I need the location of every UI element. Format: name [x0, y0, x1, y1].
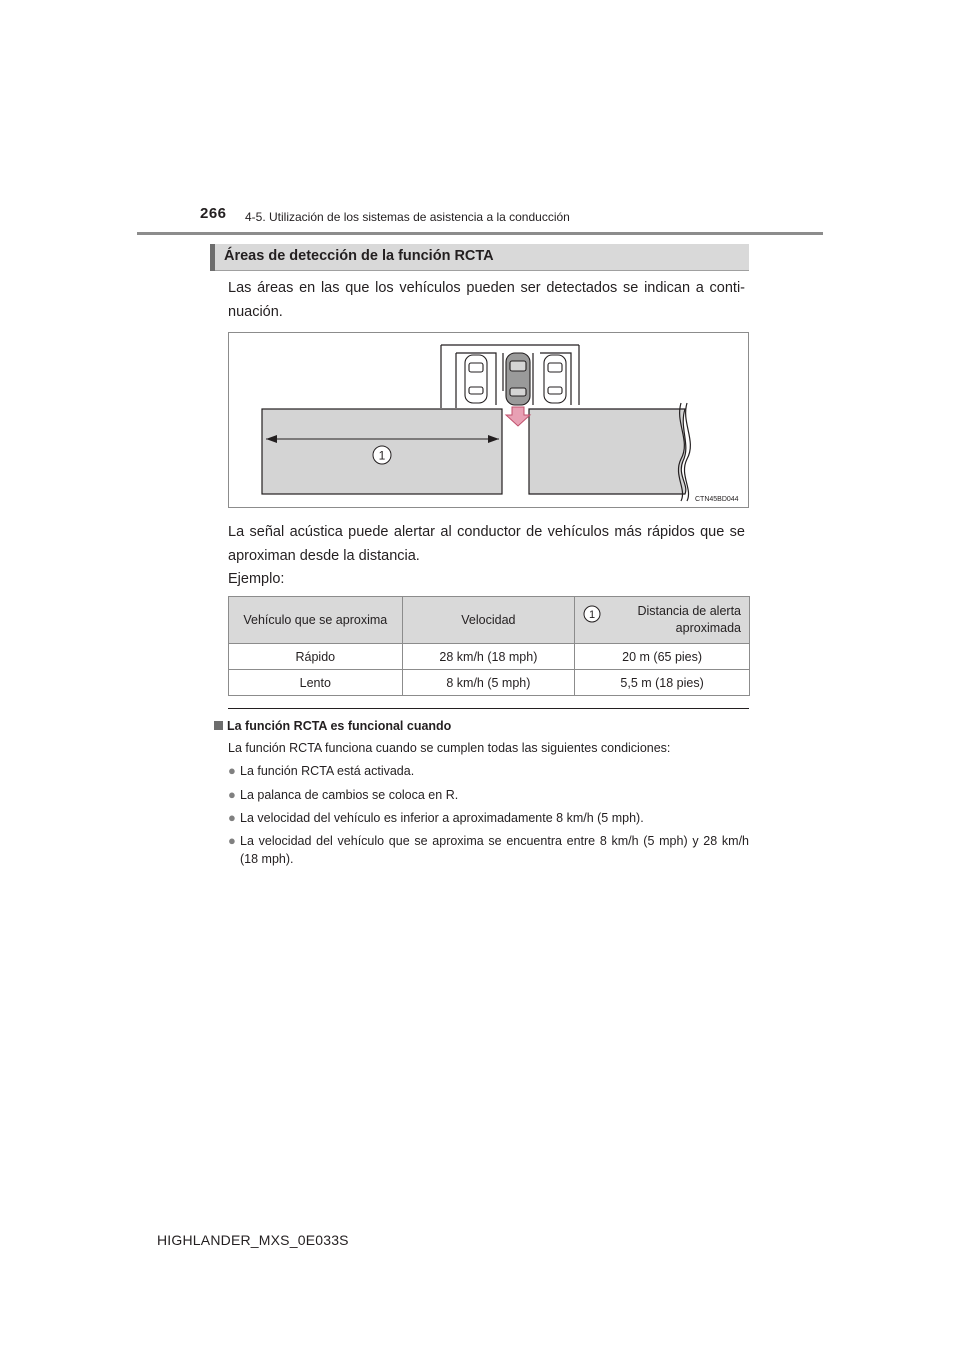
list-item-text: La palanca de cambios se coloca en R.: [240, 788, 459, 802]
list-item: [228, 786, 749, 804]
section-title: Áreas de detección de la función RCTA: [224, 248, 494, 264]
acoustic-warning-paragraph: La señal acústica puede alertar al conductor de vehículos más rápidos que se aproximan desde la distancia.: [228, 524, 745, 564]
table-cell: 5,5 m (18 pies): [575, 670, 750, 696]
list-item-text: La velocidad del vehículo es inferior a aproximadamente 8 km/h (5 mph).: [240, 811, 644, 825]
table-cell: Lento: [229, 670, 403, 696]
table-cell: Rápido: [229, 644, 403, 670]
section-heading-bar: [210, 244, 749, 271]
table-cell: 8 km/h (5 mph): [402, 670, 575, 696]
circle-bullet-icon: ●: [228, 787, 236, 802]
table-header-distance-text: Distancia de alerta aproximada: [637, 604, 741, 635]
list-item: [228, 809, 749, 827]
example-label: Ejemplo:: [228, 571, 285, 587]
parked-car-left: [465, 355, 487, 403]
section-heading-stripe: [210, 244, 215, 271]
table-cell: 20 m (65 pies): [575, 644, 750, 670]
list-item: [228, 762, 749, 780]
detection-area-diagram: [229, 333, 748, 507]
page-number: 266: [200, 205, 227, 222]
circle-bullet-icon: ●: [228, 763, 236, 778]
callout-1-marker-icon: [583, 605, 601, 623]
conditions-heading: [214, 719, 451, 733]
right-detection-area: [529, 409, 686, 494]
detection-area-figure: [228, 332, 749, 508]
callout-1-marker-label: 1: [589, 609, 596, 621]
intro-paragraph: Las áreas en las que los vehículos pueden ser detectados se indican a conti-nuación.: [228, 280, 745, 320]
document-code-footer: HIGHLANDER_MXS_0E033S: [157, 1232, 349, 1248]
table-cell: 28 km/h (18 mph): [402, 644, 575, 670]
section-separator: [228, 708, 749, 709]
rcta-distance-table: [228, 596, 750, 696]
conditions-intro: La función RCTA funciona cuando se cumplen todas las siguientes condiciones:: [228, 741, 671, 755]
circle-bullet-icon: ●: [228, 810, 236, 825]
table-row: [229, 644, 750, 670]
callout-1-label: 1: [378, 448, 386, 463]
list-item-text: La función RCTA está activada.: [240, 764, 415, 778]
square-bullet-icon: [214, 721, 223, 730]
circle-bullet-icon: ●: [228, 833, 236, 848]
header-rule: [137, 232, 823, 235]
list-item: [228, 832, 749, 868]
conditions-heading-text: La función RCTA es funcional cuando: [227, 719, 452, 733]
subject-vehicle: [506, 353, 530, 405]
table-header-row: [229, 597, 750, 644]
table-header-speed: Velocidad: [402, 597, 575, 644]
table-header-distance: [575, 597, 750, 644]
figure-code: CTN45BD044: [695, 496, 739, 503]
chapter-title: 4-5. Utilización de los sistemas de asistencia a la conducción: [245, 210, 570, 224]
reverse-direction-arrow: [506, 407, 530, 426]
list-item-text: La velocidad del vehículo que se aproxima se encuentra entre 8 km/h (5 mph) y 28 km/h (18 mph).: [240, 834, 749, 866]
table-header-vehicle: Vehículo que se aproxima: [229, 597, 403, 644]
parked-car-right: [544, 355, 566, 403]
table-row: [229, 670, 750, 696]
